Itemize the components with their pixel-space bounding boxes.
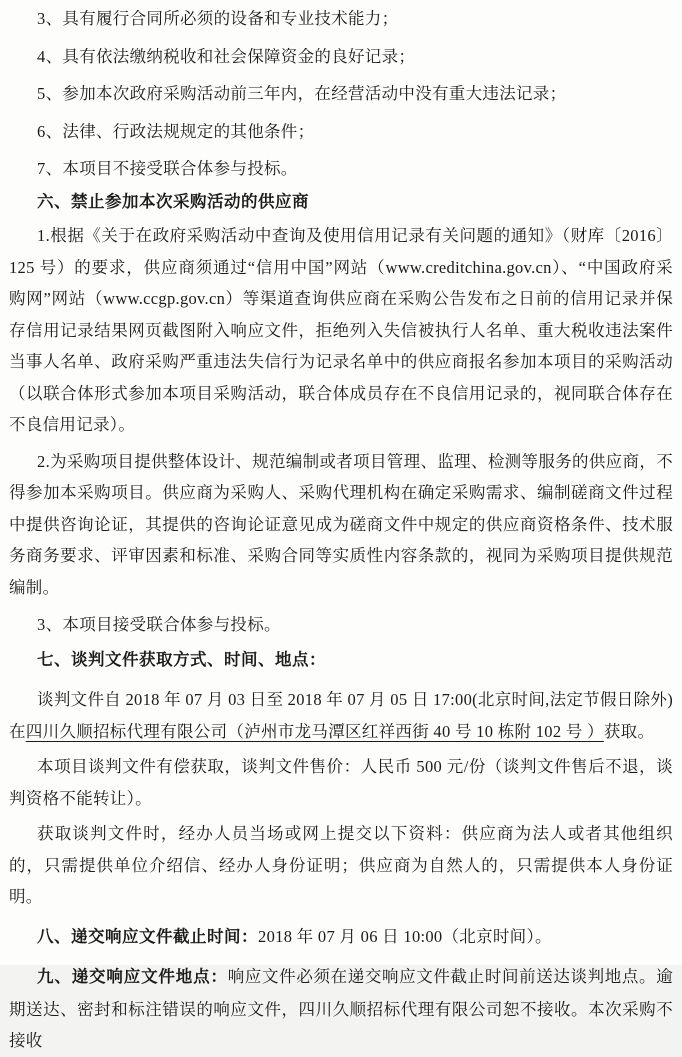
condition-item-6: 6、法律、行政法规规定的其他条件； [37,121,315,141]
submission-location-text: 响应文件必须在递交响应文件截止时间前送达谈判地点。逾期送达、密封和标注错误的响应文件，四川久顺招标代理有限公司恕不接收。本次采购不接收 [9,967,673,1050]
acquisition-suffix-text: 获取。 [603,721,655,741]
acquisition-time-text: 谈判文件自 2018 年 07 月 03 日至 2018 年 07 月 05 日 17:00(北京时间,法定节假日除外)在 [9,690,673,741]
condition-item-7: 7、本项目不接受联合体参与投标。 [37,159,298,178]
design-service-paragraph: 2.为采购项目提供整体设计、规范编制或者项目管理、监理、检测等服务的供应商，不得参加本采购项目。供应商为采购人、采购代理机构在确定采购需求、编制磋商文件过程中提供咨询论证，其提供的咨询论证意见成为磋商文件中规定的供应商资格条件、技术服务商务要求、评审因素和标准、采购合同等实质性内容条款的，视同为采购项目提供规范编制。 [9,451,673,597]
deadline-paragraph [9,921,673,954]
submission-location-paragraph [9,961,673,1057]
materials-required-paragraph: 获取谈判文件时，经办人员当场或网上提交以下资料：供应商为法人或者其他组织的，只需提供单位介绍信、经办人身份证明；供应商为自然人的，只需提供本人身份证明。 [9,824,673,906]
section-7-heading: 七、谈判文件获取方式、时间、地点： [37,650,327,669]
document-acquisition-paragraph [9,684,673,747]
agency-name-address-underlined: 四川久顺招标代理有限公司（泸州市龙马潭区红祥西街 40 号 10 栋附 102 号 ） [25,721,604,741]
condition-item-5: 5、参加本次政府采购活动前三年内，在经营活动中没有重大违法记录； [37,84,567,103]
condition-item-3: 3、具有履行合同所必须的设备和专业技术能力； [37,9,399,28]
document-price-paragraph: 本项目谈判文件有偿获取，谈判文件售价：人民币 500 元/份（谈判文件售后不退，谈判资格不能转让）。 [9,757,673,808]
condition-item-4: 4、具有依法缴纳税收和社会保障资金的良好记录； [37,46,416,66]
section-9-heading: 九、递交响应文件地点： [37,968,228,986]
section-8-heading: 八、递交响应文件截止时间： [37,927,259,946]
consortium-accept-item: 3、本项目接受联合体参与投标。 [37,615,281,634]
deadline-value-text: 2018 年 07 月 06 日 10:00（北京时间）。 [258,926,552,946]
credit-record-paragraph: 1.根据《关于在政府采购活动中查询及使用信用记录有关问题的通知》（财库〔2016〕125 号）的要求，供应商须通过“信用中国”网站（www.creditchina.gov.cn）、“中国政府采购网”网站（www.ccgp.gov.cn）等渠道查询供应商在采购公告发布之日前的信用记录并保存信用记录结果网页截图附入响应文件，拒绝列入失信被执行人名单、重大税收违法案件当事人名单、政府采购严重违法失信行为记录名单中的供应商报名参加本项目的采购活动（以联合体形式参加本项目采购活动，联合体成员存在不良信用记录的，视同联合体存在不良信用记录）。 [9,226,673,434]
section-6-heading: 六、禁止参加本次采购活动的供应商 [37,192,310,211]
